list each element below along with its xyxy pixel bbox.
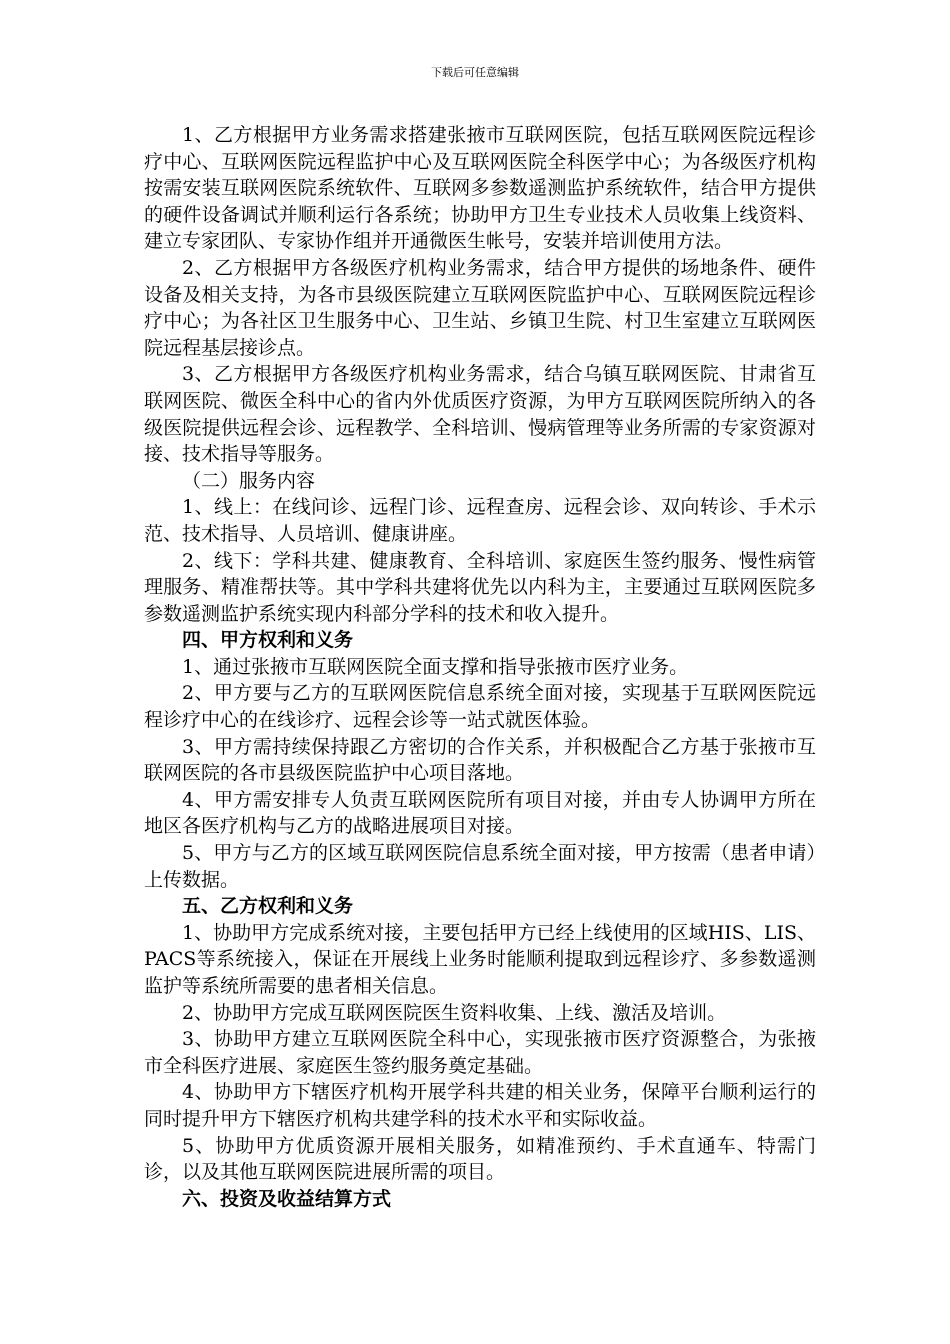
- paragraph: 4、甲方需安排专人负责互联网医院所有项目对接，并由专人协调甲方所在地区各医疗机构与乙方的战略进展项目对接。: [144, 788, 816, 838]
- paragraph: 1、线上：在线问诊、远程门诊、远程查房、远程会诊、双向转诊、手术示范、技术指导、人员培训、健康讲座。: [144, 496, 816, 545]
- paragraph: 3、甲方需持续保持跟乙方密切的合作关系，并积极配合乙方基于张掖市互联网医院的各市县级医院监护中心项目落地。: [144, 735, 816, 785]
- section-heading: 五、乙方权利和义务: [182, 895, 354, 918]
- section-heading: 四、甲方权利和义务: [182, 629, 354, 652]
- paragraph: 5、甲方与乙方的区域互联网医院信息系统全面对接，甲方按需（患者申请）上传数据。: [144, 842, 816, 891]
- paragraph: 1、协助甲方完成系统对接，主要包括甲方已经上线使用的区域HIS、LIS、PACS等系统接入，保证在开展线上业务时能顺利提取到远程诊疗、多参数遥测监护等系统所需要的患者相关信息。: [144, 921, 816, 997]
- paragraph: 2、线下：学科共建、健康教育、全科培训、家庭医生签约服务、慢性病管理服务、精准帮扶等。其中学科共建将优先以内科为主，主要通过互联网医院多参数遥测监护系统实现内科部分学科的技术和收入提升。: [144, 549, 816, 625]
- section-heading: 六、投资及收益结算方式: [182, 1187, 392, 1210]
- document-body: [144, 122, 816, 1212]
- paragraph: 2、乙方根据甲方各级医疗机构业务需求，结合甲方提供的场地条件、硬件设备及相关支持，为各市县级医院建立互联网医院监护中心、互联网医院远程诊疗中心；为各社区卫生服务中心、卫生站、乡镇卫生院、村卫生室建立互联网医院远程基层接诊点。: [144, 256, 816, 359]
- paragraph: 2、甲方要与乙方的互联网医院信息系统全面对接，实现基于互联网医院远程诊疗中心的在线诊疗、远程会诊等一站式就医体验。: [144, 682, 816, 732]
- paragraph: 3、协助甲方建立互联网医院全科中心，实现张掖市医疗资源整合，为张掖市全科医疗进展、家庭医生签约服务奠定基础。: [144, 1028, 816, 1077]
- page-header-note: 下载后可任意编辑: [431, 66, 519, 79]
- paragraph: 2、协助甲方完成互联网医院医生资料收集、上线、激活及培训。: [182, 1001, 727, 1024]
- subsection-heading: （二）服务内容: [182, 469, 316, 492]
- paragraph: 1、通过张掖市互联网医院全面支撑和指导张掖市医疗业务。: [182, 655, 689, 678]
- paragraph: 1、乙方根据甲方业务需求搭建张掖市互联网医院，包括互联网医院远程诊疗中心、互联网医院远程监护中心及互联网医院全科医学中心；为各级医疗机构按需安装互联网医院系统软件、互联网多参数遥测监护系统软件，结合甲方提供的硬件设备调试并顺利运行各系统；协助甲方卫生专业技术人员收集上线资料、建立专家团队、专家协作组并开通微医生帐号，安装并培训使用方法。: [144, 124, 816, 253]
- paragraph: 3、乙方根据甲方各级医疗机构业务需求，结合乌镇互联网医院、甘肃省互联网医院、微医全科中心的省内外优质医疗资源，为甲方互联网医院所纳入的各级医院提供远程会诊、远程教学、全科培训、慢病管理等业务所需的专家资源对接、技术指导等服务。: [144, 363, 816, 466]
- paragraph: 4、协助甲方下辖医疗机构开展学科共建的相关业务，保障平台顺利运行的同时提升甲方下辖医疗机构共建学科的技术水平和实际收益。: [144, 1081, 816, 1130]
- paragraph: 5、协助甲方优质资源开展相关服务，如精准预约、手术直通车、特需门诊，以及其他互联网医院进展所需的项目。: [144, 1134, 816, 1184]
